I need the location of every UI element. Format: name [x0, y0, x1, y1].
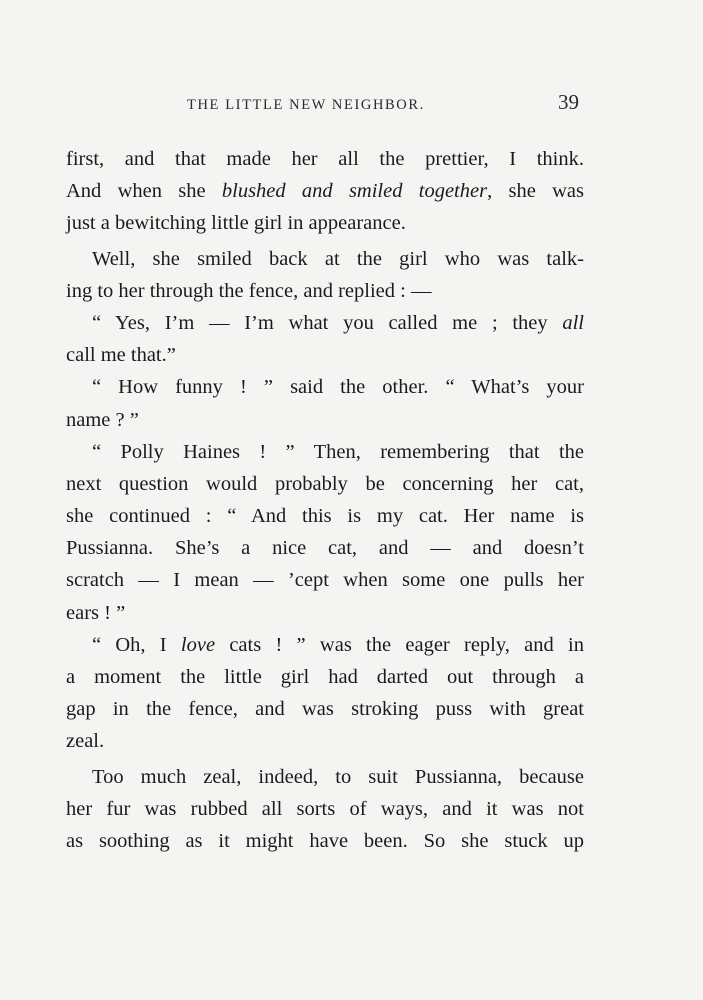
text-segment: , she was	[487, 180, 584, 203]
paragraph-start: “ How funny ! ” said the other. “ What’s your	[92, 376, 584, 399]
body-text	[66, 143, 584, 857]
text-line: Pussianna. She’s a nice cat, and — and doesn’t	[66, 537, 584, 560]
text-segment: cats ! ” was the eager reply, and in	[215, 633, 584, 656]
text-line: scratch — I mean — ’cept when some one pulls her	[66, 569, 584, 592]
paragraph-start	[66, 307, 584, 339]
text-line: a moment the little girl had darted out through a	[66, 666, 584, 688]
text-line: first, and that made her all the prettier, I think.	[66, 148, 584, 170]
text-line: ing to her through the fence, and replied : —	[66, 279, 432, 302]
text-line: name ? ”	[66, 408, 139, 431]
text-line: call me that.”	[66, 344, 176, 367]
text-line: as soothing as it might have been. So she stuck up	[66, 829, 584, 852]
text-segment: “ Yes, I’m — I’m what you called me ; they	[92, 311, 563, 334]
text-line: she continued : “ And this is my cat. Her name is	[66, 505, 584, 528]
paragraph-start	[66, 629, 584, 661]
italic-segment: blushed and smiled together	[221, 180, 488, 203]
text-line: just a bewitching little girl in appearance.	[66, 212, 406, 235]
text-line: ears ! ”	[66, 601, 126, 624]
paragraph-start: Well, she smiled back at the girl who was talk-	[92, 247, 584, 270]
text-line: her fur was rubbed all sorts of ways, and it was not	[66, 797, 584, 820]
running-title: THE LITTLE NEW NEIGHBOR.	[187, 97, 425, 113]
text-segment: “ Oh, I	[92, 633, 181, 656]
page-number: 39	[558, 90, 579, 114]
text-line: next question would probably be concerning her cat,	[66, 472, 584, 495]
text-segment: And when she	[66, 180, 222, 203]
italic-segment: all	[562, 311, 584, 334]
paragraph-start: Too much zeal, indeed, to suit Pussianna, because	[92, 765, 584, 788]
text-line: zeal.	[66, 730, 105, 753]
italic-segment: love	[180, 633, 216, 656]
text-line: gap in the fence, and was stroking puss with great	[66, 698, 584, 721]
paragraph-start: “ Polly Haines ! ” Then, remembering that the	[92, 440, 584, 463]
text-line	[66, 175, 584, 207]
